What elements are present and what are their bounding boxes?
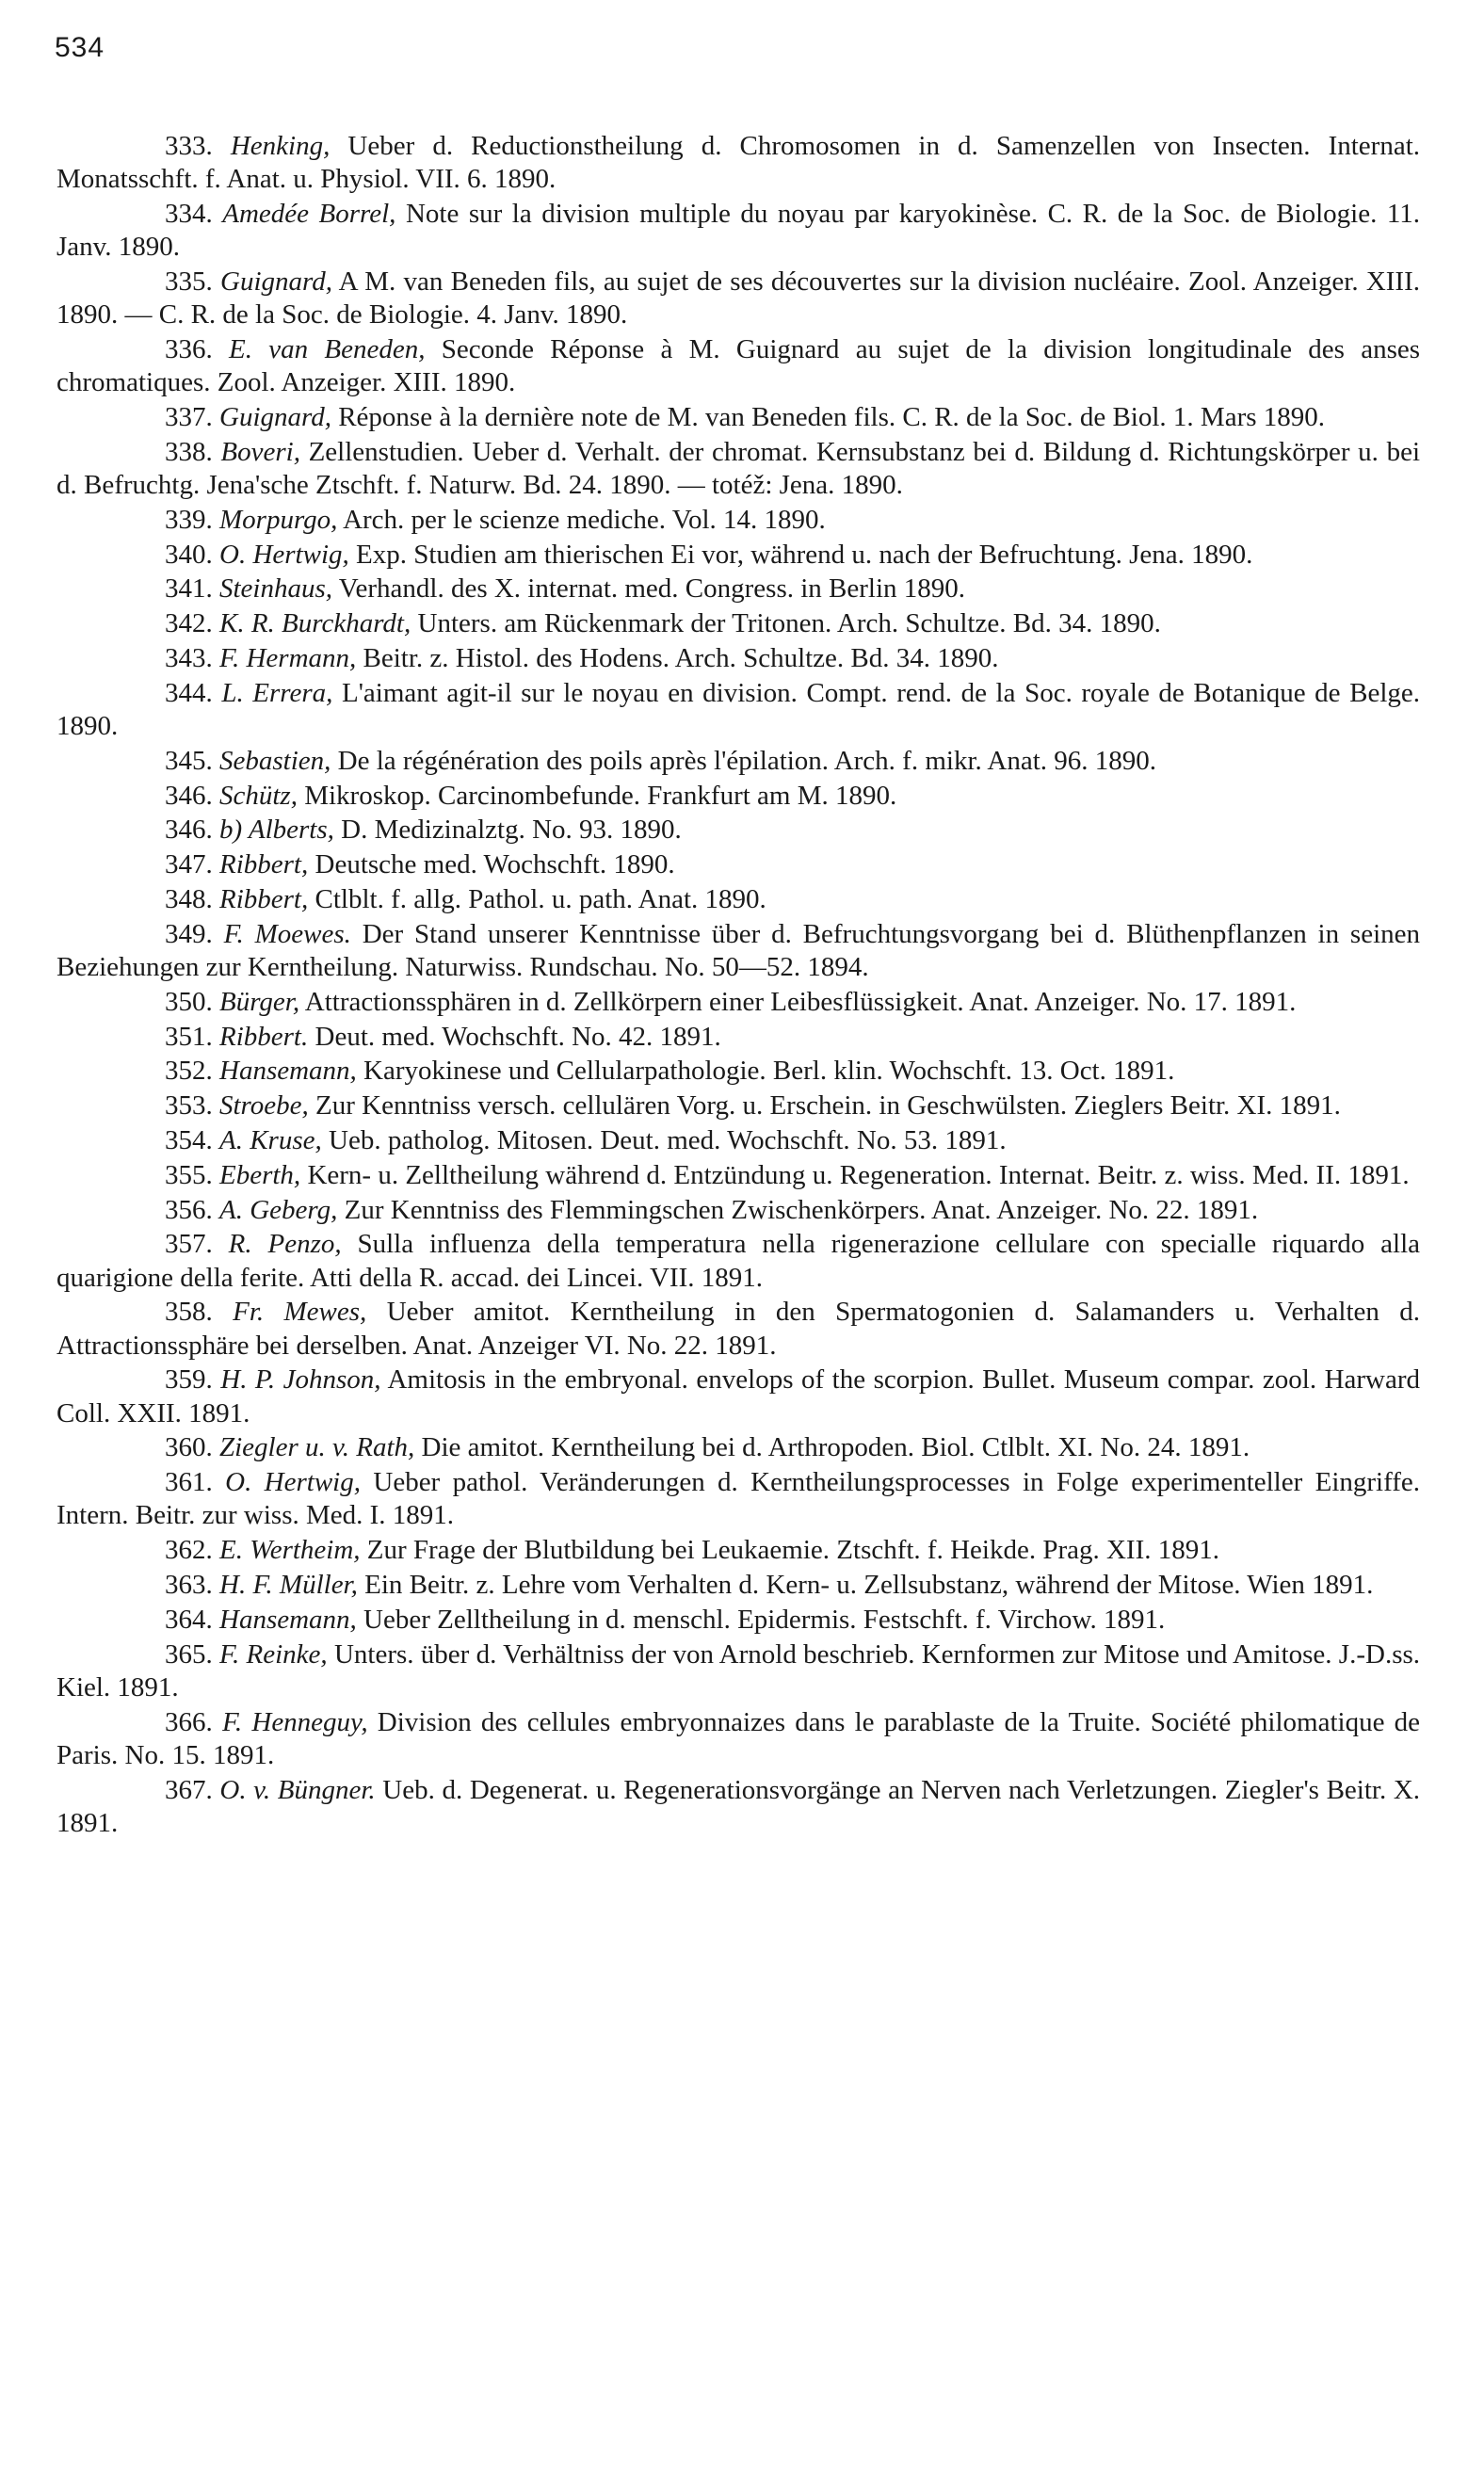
reference-entry	[56, 1466, 1420, 1532]
reference-entry	[56, 1364, 1420, 1429]
reference-text: Ueber amitot. Kerntheilung in den Spermatogonien d. Salamanders u. Verhalten d. Attractionssphäre bei derselben. Anat. Anzeiger VI. No. 22. 1891.	[56, 1297, 1421, 1361]
reference-number: 351.	[165, 1021, 213, 1052]
reference-text: Seconde Réponse à M. Guignard au sujet de la division longitudinale des anses chromatiques. Zool. Anzeiger. XIII. 1890.	[56, 334, 1421, 398]
reference-author: Amedée Borrel,	[222, 199, 396, 229]
reference-author: A. Geberg,	[219, 1194, 338, 1225]
reference-text: Kern- u. Zelltheilung während d. Entzündung u. Regeneration. Internat. Beitr. z. wiss. Med. II. 1891.	[307, 1159, 1410, 1190]
reference-author: Henking,	[230, 131, 331, 161]
reference-entry	[56, 436, 1420, 502]
reference-entry	[56, 1534, 1420, 1567]
reference-author: Boveri,	[220, 436, 300, 467]
reference-author: Hansemann,	[219, 1056, 357, 1087]
reference-entry	[56, 1604, 1420, 1637]
reference-list	[56, 130, 1420, 1842]
reference-text: L'aimant agit-il sur le noyau en division. Compt. rend. de la Soc. royale de Botanique de Belge. 1890.	[56, 677, 1420, 741]
reference-number: 356.	[165, 1194, 213, 1225]
reference-number: 338.	[165, 436, 213, 467]
reference-entry	[56, 780, 1420, 813]
reference-text: Attractionssphären in d. Zellkörpern einer Leibesflüssigkeit. Anat. Anzeiger. No. 17. 1891.	[304, 986, 1297, 1017]
reference-text: Zur Kenntniss des Flemmingschen Zwischenkörpers. Anat. Anzeiger. No. 22. 1891.	[344, 1194, 1259, 1225]
reference-number: 354.	[165, 1124, 213, 1155]
reference-author: Guignard,	[219, 402, 331, 432]
reference-number: 357.	[165, 1229, 213, 1260]
reference-text: Der Stand unserer Kenntnisse über d. Befruchtungsvorgang bei d. Blüthenpflanzen in seinen Beziehungen zur Kerntheilung. Naturwiss. Rundschau. No. 50—52. 1894.	[56, 918, 1421, 982]
reference-number: 339.	[165, 504, 213, 535]
reference-text: Arch. per le scienze mediche. Vol. 14. 1890.	[343, 504, 826, 535]
reference-text: Division des cellules embryonnaizes dans le parablaste de la Truite. Société philomatique de Paris. No. 15. 1891.	[56, 1706, 1421, 1770]
reference-number: 367.	[165, 1774, 213, 1805]
reference-number: 336.	[165, 334, 213, 364]
reference-author: Ribbert,	[219, 849, 309, 880]
reference-text: Ueber Zelltheilung in d. menschl. Epidermis. Festschft. f. Virchow. 1891.	[363, 1604, 1166, 1635]
reference-number: 333.	[165, 131, 213, 161]
reference-text: Amitosis in the embryonal. envelops of the scorpion. Bullet. Museum compar. zool. Harward Coll. XXII. 1891.	[56, 1364, 1421, 1428]
reference-entry	[56, 1774, 1420, 1840]
reference-number: 355.	[165, 1159, 213, 1190]
reference-entry	[56, 848, 1420, 881]
reference-author: F. Moewes.	[223, 918, 351, 949]
reference-number: 334.	[165, 199, 213, 229]
reference-text: Zellenstudien. Ueber d. Verhalt. der chromat. Kernsubstanz bei d. Bildung d. Richtungskörper u. bei d. Befruchtg. Jena'sche Ztschft. f. Naturw. Bd. 24. 1890. — totéž: Jena. 1890.	[56, 436, 1420, 500]
reference-text: Ctlblt. f. allg. Pathol. u. path. Anat. 1890.	[315, 883, 766, 914]
reference-number: 349.	[165, 918, 213, 949]
reference-number: 363.	[165, 1569, 213, 1600]
reference-text: Mikroskop. Carcinombefunde. Frankfurt am M. 1890.	[304, 780, 897, 811]
reference-entry	[56, 1021, 1420, 1054]
reference-entry	[56, 333, 1420, 399]
reference-number: 366.	[165, 1706, 213, 1737]
reference-author: E. van Beneden,	[229, 334, 426, 364]
reference-text: Karyokinese und Cellularpathologie. Berl. klin. Wochschft. 13. Oct. 1891.	[363, 1056, 1175, 1087]
reference-number: 359.	[165, 1364, 213, 1396]
reference-text: Exp. Studien am thierischen Ei vor, während u. nach der Befruchtung. Jena. 1890.	[356, 539, 1253, 570]
reference-entry	[56, 1194, 1420, 1227]
reference-text: Zur Frage der Blutbildung bei Leukaemie. Ztschft. f. Heikde. Prag. XII. 1891.	[366, 1535, 1219, 1566]
reference-author: L. Errera,	[221, 677, 333, 708]
reference-number: 344.	[165, 677, 213, 708]
reference-entry	[56, 401, 1420, 434]
reference-number: 360.	[165, 1432, 213, 1463]
reference-author: Ribbert.	[219, 1021, 309, 1052]
reference-author: Sebastien,	[219, 745, 331, 776]
reference-number: 337.	[165, 402, 213, 432]
reference-author: F. Reinke,	[219, 1638, 328, 1670]
reference-text: Ueber pathol. Veränderungen d. Kerntheilungsprocesses in Folge experimenteller Eingriffe. Intern. Beitr. zur wiss. Med. I. 1891.	[56, 1467, 1421, 1531]
reference-text: Zur Kenntniss versch. cellulären Vorg. u. Erschein. in Geschwülsten. Zieglers Beitr. XI. 1891.	[315, 1090, 1341, 1121]
reference-text: Ein Beitr. z. Lehre vom Verhalten d. Kern- u. Zellsubstanz, während der Mitose. Wien 1891.	[364, 1569, 1374, 1600]
page-number: 534	[55, 32, 105, 63]
reference-text: D. Medizinalztg. No. 93. 1890.	[341, 815, 682, 846]
reference-text: Die amitot. Kerntheilung bei d. Arthropoden. Biol. Ctlblt. XI. No. 24. 1891.	[421, 1432, 1250, 1463]
reference-author: O. Hertwig,	[219, 539, 349, 570]
reference-text: Deut. med. Wochschft. No. 42. 1891.	[315, 1021, 721, 1052]
reference-text: A M. van Beneden fils, au sujet de ses découvertes sur la division nucléaire. Zool. Anzeiger. XIII. 1890. — C. R. de la Soc. de Biologie. 4. Janv. 1890.	[56, 266, 1420, 331]
reference-author: F. Henneguy,	[221, 1706, 368, 1737]
reference-number: 346.	[165, 815, 213, 846]
reference-author: O. Hertwig,	[225, 1467, 361, 1498]
reference-entry	[56, 1296, 1420, 1362]
reference-text: Beitr. z. Histol. des Hodens. Arch. Schultze. Bd. 34. 1890.	[363, 642, 999, 673]
reference-text: Ueber d. Reductionstheilung d. Chromosomen in d. Samenzellen von Insecten. Internat. Monatsschft. f. Anat. u. Physiol. VII. 6. 1890.	[56, 131, 1421, 195]
reference-entry	[56, 883, 1420, 916]
reference-number: 362.	[165, 1535, 213, 1566]
reference-entry	[56, 607, 1420, 640]
reference-entry	[56, 1431, 1420, 1464]
reference-number: 348.	[165, 883, 213, 914]
reference-entry	[56, 918, 1420, 984]
reference-number: 343.	[165, 642, 213, 673]
reference-text: Réponse à la dernière note de M. van Beneden fils. C. R. de la Soc. de Biol. 1. Mars 1890.	[338, 402, 1326, 432]
reference-entry	[56, 1228, 1420, 1294]
reference-number: 342.	[165, 608, 213, 639]
reference-number: 352.	[165, 1056, 213, 1087]
reference-author: Steinhaus,	[219, 573, 333, 605]
reference-author: Schütz,	[219, 780, 298, 811]
reference-entry	[56, 1569, 1420, 1602]
reference-entry	[56, 1124, 1420, 1157]
reference-number: 347.	[165, 849, 213, 880]
reference-entry	[56, 1706, 1420, 1772]
reference-author: Bürger,	[219, 986, 300, 1017]
reference-author: K. R. Burckhardt,	[219, 608, 411, 639]
reference-number: 358.	[165, 1297, 213, 1328]
reference-text: De la régénération des poils après l'épilation. Arch. f. mikr. Anat. 96. 1890.	[337, 745, 1157, 776]
reference-number: 353.	[165, 1090, 213, 1121]
reference-number: 365.	[165, 1638, 213, 1670]
reference-number: 361.	[165, 1467, 213, 1498]
reference-entry	[56, 814, 1420, 847]
reference-author: b) Alberts,	[219, 815, 334, 846]
reference-text: Unters. über d. Verhältniss der von Arnold beschrieb. Kernformen zur Mitose und Amitose. J.-D.ss. Kiel. 1891.	[56, 1638, 1421, 1702]
reference-author: Ribbert,	[219, 883, 309, 914]
reference-entry	[56, 573, 1420, 605]
reference-entry	[56, 198, 1420, 264]
reference-author: A. Kruse,	[219, 1124, 322, 1155]
reference-entry	[56, 504, 1420, 537]
reference-entry	[56, 539, 1420, 572]
reference-number: 364.	[165, 1604, 213, 1635]
reference-entry	[56, 1638, 1420, 1704]
reference-text: Deutsche med. Wochschft. 1890.	[315, 849, 675, 880]
reference-number: 341.	[165, 573, 213, 605]
reference-entry	[56, 1159, 1420, 1192]
reference-text: Ueb. patholog. Mitosen. Deut. med. Wochschft. No. 53. 1891.	[329, 1124, 1007, 1155]
reference-entry	[56, 266, 1420, 331]
reference-entry	[56, 130, 1420, 196]
reference-author: E. Wertheim,	[219, 1535, 361, 1566]
reference-author: H. F. Müller,	[219, 1569, 358, 1600]
reference-author: F. Hermann,	[219, 642, 357, 673]
reference-author: Eberth,	[219, 1159, 301, 1190]
reference-text: Unters. am Rückenmark der Tritonen. Arch. Schultze. Bd. 34. 1890.	[417, 608, 1161, 639]
reference-entry	[56, 1089, 1420, 1122]
reference-text: Note sur la division multiple du noyau par karyokinèse. C. R. de la Soc. de Biologie. 11. Janv. 1890.	[56, 199, 1421, 263]
reference-entry	[56, 986, 1420, 1019]
reference-author: R. Penzo,	[228, 1229, 342, 1260]
reference-entry	[56, 745, 1420, 778]
reference-author: H. P. Johnson,	[220, 1364, 381, 1396]
reference-number: 345.	[165, 745, 213, 776]
reference-author: Stroebe,	[219, 1090, 309, 1121]
reference-entry	[56, 677, 1420, 743]
reference-text: Verhandl. des X. internat. med. Congress. in Berlin 1890.	[338, 573, 966, 605]
reference-author: Morpurgo,	[219, 504, 338, 535]
reference-text: Ueb. d. Degenerat. u. Regenerationsvorgänge an Nerven nach Verletzungen. Ziegler's Beitr. X. 1891.	[56, 1774, 1421, 1838]
reference-author: Guignard,	[220, 266, 332, 297]
reference-author: Hansemann,	[219, 1604, 357, 1635]
reference-entry	[56, 642, 1420, 675]
reference-number: 346.	[165, 780, 213, 811]
reference-author: O. v. Büngner.	[219, 1774, 376, 1805]
reference-author: Ziegler u. v. Rath,	[219, 1432, 415, 1463]
reference-entry	[56, 1055, 1420, 1088]
reference-number: 340.	[165, 539, 213, 570]
reference-text: Sulla influenza della temperatura nella rigenerazione cellulare con specialle riquardo alla quarigione della ferite. Atti della R. accad. dei Lincei. VII. 1891.	[56, 1229, 1421, 1293]
reference-number: 335.	[165, 266, 213, 297]
reference-author: Fr. Mewes,	[233, 1297, 367, 1328]
reference-number: 350.	[165, 986, 213, 1017]
